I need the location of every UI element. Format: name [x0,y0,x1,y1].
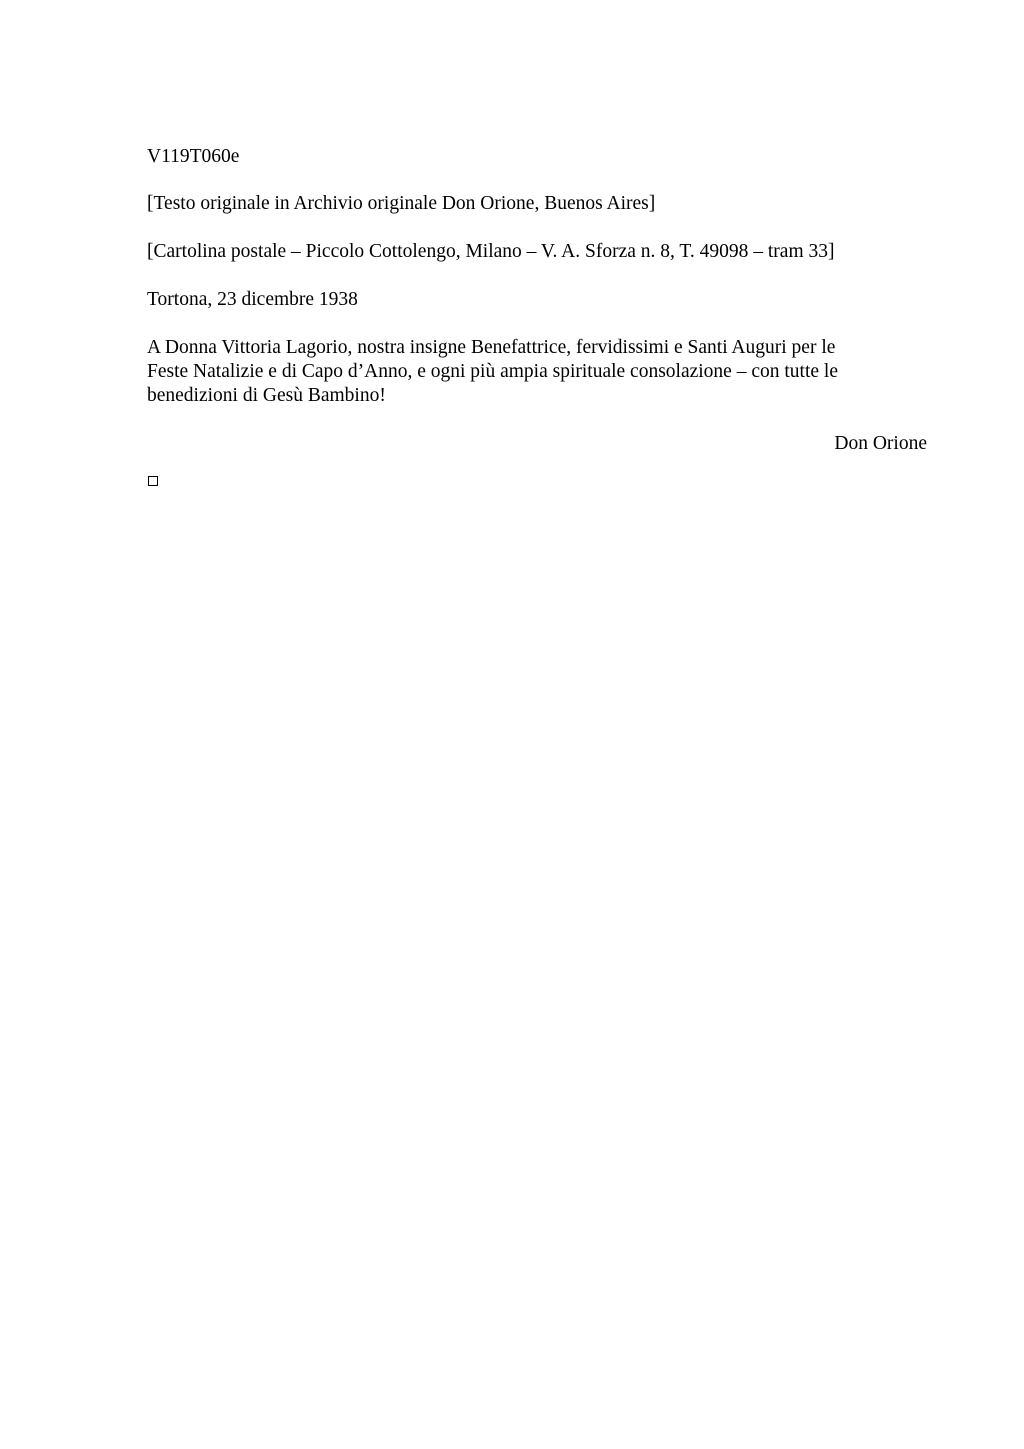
letter-body-line: benedizioni di Gesù Bambino! [147,385,386,406]
letter-body-line: A Donna Vittoria Lagorio, nostra insigne Benefattrice, fervidissimi e Santi Auguri per le [147,337,836,358]
square-outline-icon [148,476,158,486]
source-note: [Testo originale in Archivio originale Don Orione, Buenos Aires] [147,193,656,214]
letter-body [147,336,927,408]
postcard-note: [Cartolina postale – Piccolo Cottolengo, Milano – V. A. Sforza n. 8, T. 49098 – tram 33] [147,241,835,262]
place-date: Tortona, 23 dicembre 1938 [147,289,358,310]
signature: Don Orione [834,433,927,454]
letter-body-line: Feste Natalizie e di Capo d’Anno, e ogni più ampia spirituale consolazione – con tutte le [147,361,838,382]
reference-code: V119T060e [147,146,240,167]
letter-content [147,145,927,486]
